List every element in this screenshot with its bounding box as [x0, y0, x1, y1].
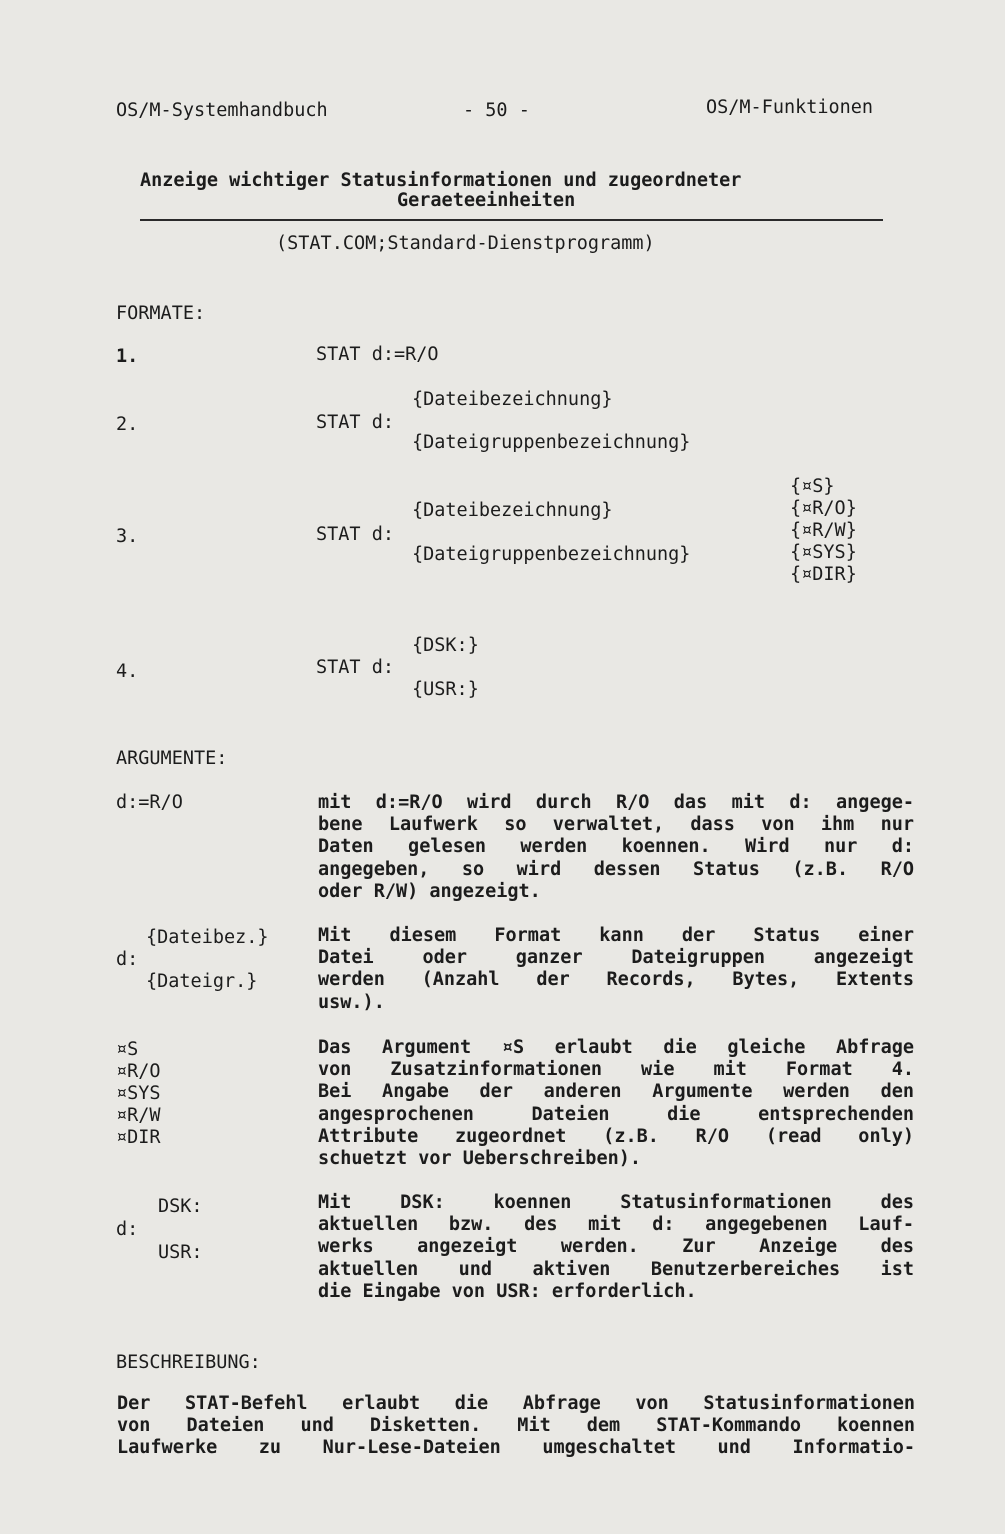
arg-3-label-sys: ¤SYS: [116, 1083, 161, 1104]
arg-4-line: aktuellen bzw. des mit d: angegebenen Lauf-: [318, 1214, 914, 1236]
format-3-option-2: {Dateigruppenbezeichnung}: [412, 544, 691, 565]
arg-4-label-top: DSK:: [158, 1196, 203, 1217]
format-2-number: 2.: [116, 414, 139, 435]
format-3-attr-sys: {¤SYS}: [790, 542, 857, 563]
arg-1-line: angegeben, so wird dessen Status (z.B. R/O: [318, 858, 914, 880]
format-3-attr-rw: {¤R/W}: [790, 520, 857, 541]
title-underline: [140, 219, 883, 221]
format-3-attr-dir: {¤DIR}: [790, 564, 857, 585]
arg-1-line: bene Laufwerk so verwaltet, dass von ihm nur: [318, 814, 914, 836]
format-2-option-1: {Dateibezeichnung}: [412, 389, 613, 410]
beschreibung-heading: BESCHREIBUNG:: [116, 1352, 261, 1373]
format-3-number: 3.: [116, 526, 139, 547]
arg-3-line: Bei Angabe der anderen Argumente werden den: [318, 1081, 914, 1103]
arg-4-line: aktuellen und aktiven Benutzerbereiches ist: [318, 1258, 914, 1280]
arg-4-description: [318, 1192, 914, 1303]
arg-1-line: mit d:=R/O wird durch R/O das mit d: angege-: [318, 792, 914, 813]
arg-3-line: Das Argument ¤S erlaubt die gleiche Abfrage: [318, 1037, 914, 1058]
arg-3-description: [318, 1037, 914, 1170]
arg-3-label-s: ¤S: [116, 1039, 139, 1060]
format-4-number: 4.: [116, 661, 139, 682]
arg-3-line: angesprochenen Dateien die entsprechenden: [318, 1103, 914, 1125]
arg-3-label-rw: ¤R/W: [116, 1105, 161, 1126]
subtitle: (STAT.COM;Standard-Dienstprogramm): [276, 233, 655, 254]
format-4-command: STAT d:: [316, 657, 394, 678]
arg-3-line: schuetzt vor Ueberschreiben).: [318, 1147, 642, 1169]
arg-2-label-bottom: {Dateigr.}: [146, 971, 258, 992]
arg-3-line: von Zusatzinformationen wie mit Format 4.: [318, 1059, 914, 1081]
format-1-command: STAT d:=R/O: [316, 344, 439, 365]
formate-heading: FORMATE:: [116, 303, 206, 324]
arg-1-line: oder R/W) angezeigt.: [318, 880, 541, 902]
title-line-1: Anzeige wichtiger Statusinformationen und zugeordneter: [140, 170, 742, 191]
format-3-attr-s: {¤S}: [790, 476, 835, 497]
arg-1-line: Daten gelesen werden koennen. Wird nur d:: [318, 836, 914, 858]
format-3-attr-ro: {¤R/O}: [790, 498, 857, 519]
page-number: - 50 -: [463, 100, 530, 121]
arg-4-line: werks angezeigt werden. Zur Anzeige des: [318, 1236, 914, 1258]
arg-3-label-dir: ¤DIR: [116, 1127, 161, 1148]
arg-1-description: [318, 792, 914, 903]
format-3-option-1: {Dateibezeichnung}: [412, 500, 613, 521]
arg-2-line: Datei oder ganzer Dateigruppen angezeigt: [318, 947, 914, 969]
title-line-2: Geraeteeinheiten: [397, 190, 576, 211]
arg-4-label-mid: d:: [116, 1219, 139, 1240]
arg-2-line: Mit diesem Format kann der Status einer: [318, 925, 914, 946]
arg-3-label-ro: ¤R/O: [116, 1061, 161, 1082]
format-1-number: 1.: [116, 346, 139, 367]
arg-4-line: Mit DSK: koennen Statusinformationen des: [318, 1192, 914, 1213]
format-2-option-2: {Dateigruppenbezeichnung}: [412, 432, 691, 453]
arg-1-label: d:=R/O: [116, 792, 183, 813]
format-4-option-1: {DSK:}: [412, 635, 479, 656]
beschreibung-line: von Dateien und Disketten. Mit dem STAT-Kommando koennen: [117, 1415, 915, 1437]
arg-4-label-bottom: USR:: [158, 1242, 203, 1263]
format-2-command: STAT d:: [316, 412, 394, 433]
header-left: OS/M-Systemhandbuch: [116, 100, 328, 121]
beschreibung-text: [117, 1393, 915, 1460]
format-3-command: STAT d:: [316, 524, 394, 545]
header-right: OS/M-Funktionen: [706, 97, 874, 118]
arg-2-label-mid: d:: [116, 949, 139, 970]
arg-2-label-top: {Dateibez.}: [146, 927, 269, 948]
arg-4-line: die Eingabe von USR: erforderlich.: [318, 1280, 697, 1302]
arg-2-description: [318, 925, 914, 1014]
format-4-option-2: {USR:}: [412, 679, 479, 700]
beschreibung-line: Laufwerke zu Nur-Lese-Dateien umgeschaltet und Informatio-: [117, 1437, 915, 1459]
arg-3-line: Attribute zugeordnet (z.B. R/O (read only): [318, 1125, 914, 1147]
argumente-heading: ARGUMENTE:: [116, 748, 228, 769]
arg-2-line: werden (Anzahl der Records, Bytes, Extents: [318, 969, 914, 991]
arg-2-line: usw.).: [318, 991, 385, 1013]
beschreibung-line: Der STAT-Befehl erlaubt die Abfrage von Statusinformationen: [117, 1393, 915, 1414]
